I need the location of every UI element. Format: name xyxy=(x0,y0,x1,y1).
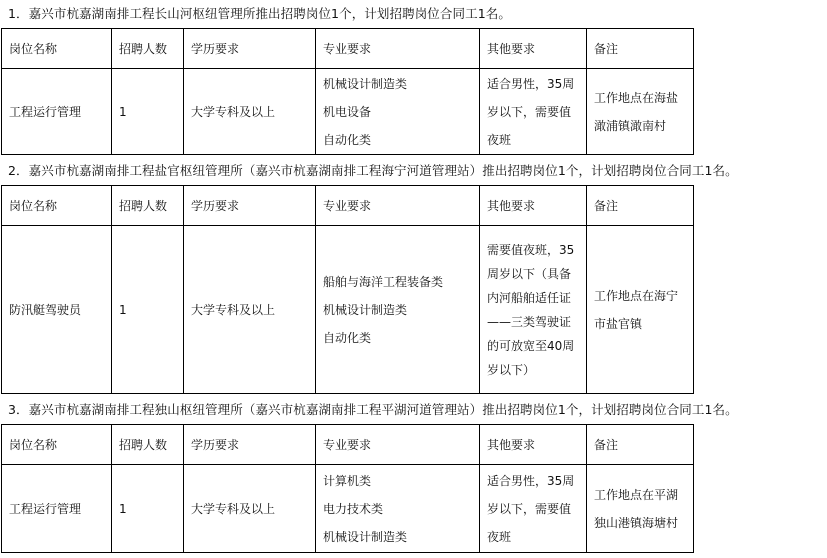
major-item: 自动化类 xyxy=(323,330,372,345)
section-3-title: 3．嘉兴市杭嘉湖南排工程独山枢纽管理所（嘉兴市杭嘉湖南排工程平湖河道管理站）推出招聘岗位1个，计划招聘岗位合同工1名。 xyxy=(8,402,738,417)
other-line: 周岁以下（具备 xyxy=(487,266,572,281)
cell-count: 1 xyxy=(112,226,184,394)
header-position: 岗位名称 xyxy=(2,425,112,465)
job-table-3 xyxy=(1,424,694,553)
other-line: 岁以下，需要值 xyxy=(487,104,572,119)
other-line: 需要值夜班，35 xyxy=(487,242,575,257)
note-line: 工作地点在海宁 xyxy=(594,288,679,303)
other-line: 岁以下，需要值 xyxy=(487,501,572,516)
cell-education: 大学专科及以上 xyxy=(184,226,316,394)
header-other: 其他要求 xyxy=(480,425,587,465)
table-header-row xyxy=(2,186,694,226)
header-other: 其他要求 xyxy=(480,29,587,69)
major-item: 机械设计制造类 xyxy=(323,529,408,544)
major-item: 自动化类 xyxy=(323,132,372,147)
major-item: 计算机类 xyxy=(323,473,372,488)
cell-position: 工程运行管理 xyxy=(2,69,112,155)
cell-majors xyxy=(316,465,480,553)
header-other: 其他要求 xyxy=(480,186,587,226)
header-count: 招聘人数 xyxy=(112,29,184,69)
other-line: ——三类驾驶证 xyxy=(487,314,572,329)
header-note: 备注 xyxy=(587,29,694,69)
job-table-2 xyxy=(1,185,694,394)
other-line: 夜班 xyxy=(487,132,512,147)
note-line: 工作地点在海盐 xyxy=(594,90,679,105)
header-note: 备注 xyxy=(587,186,694,226)
cell-other xyxy=(480,69,587,155)
table-row xyxy=(2,465,694,553)
header-major: 专业要求 xyxy=(316,186,480,226)
header-major: 专业要求 xyxy=(316,29,480,69)
header-education: 学历要求 xyxy=(184,29,316,69)
note-line: 澉浦镇澉南村 xyxy=(594,118,667,133)
other-line: 内河船舶适任证 xyxy=(487,290,572,305)
other-line: 夜班 xyxy=(487,529,512,544)
header-position: 岗位名称 xyxy=(2,186,112,226)
note-line: 工作地点在平湖 xyxy=(594,487,679,502)
table-header-row xyxy=(2,425,694,465)
other-line: 适合男性，35周 xyxy=(487,76,575,91)
header-count: 招聘人数 xyxy=(112,186,184,226)
major-item: 船舶与海洋工程装备类 xyxy=(323,274,444,289)
table-row xyxy=(2,226,694,394)
header-note: 备注 xyxy=(587,425,694,465)
cell-education: 大学专科及以上 xyxy=(184,69,316,155)
cell-other xyxy=(480,226,587,394)
major-item: 机电设备 xyxy=(323,104,372,119)
cell-position: 防汛艇驾驶员 xyxy=(2,226,112,394)
table-row xyxy=(2,69,694,155)
cell-education: 大学专科及以上 xyxy=(184,465,316,553)
cell-count: 1 xyxy=(112,69,184,155)
job-table-1 xyxy=(1,28,694,155)
header-count: 招聘人数 xyxy=(112,425,184,465)
header-position: 岗位名称 xyxy=(2,29,112,69)
header-education: 学历要求 xyxy=(184,425,316,465)
major-item: 电力技术类 xyxy=(323,501,384,516)
cell-note xyxy=(587,465,694,553)
note-line: 独山港镇海塘村 xyxy=(594,515,679,530)
other-line: 岁以下） xyxy=(487,362,536,377)
major-item: 机械设计制造类 xyxy=(323,76,408,91)
other-line: 适合男性，35周 xyxy=(487,473,575,488)
cell-position: 工程运行管理 xyxy=(2,465,112,553)
header-education: 学历要求 xyxy=(184,186,316,226)
cell-other xyxy=(480,465,587,553)
cell-majors xyxy=(316,69,480,155)
cell-note xyxy=(587,226,694,394)
note-line: 市盐官镇 xyxy=(594,316,643,331)
major-item: 机械设计制造类 xyxy=(323,302,408,317)
cell-majors xyxy=(316,226,480,394)
cell-note xyxy=(587,69,694,155)
section-2-title: 2．嘉兴市杭嘉湖南排工程盐官枢纽管理所（嘉兴市杭嘉湖南排工程海宁河道管理站）推出招聘岗位1个，计划招聘岗位合同工1名。 xyxy=(8,163,738,178)
other-line: 的可放宽至40周 xyxy=(487,338,575,353)
header-major: 专业要求 xyxy=(316,425,480,465)
cell-count: 1 xyxy=(112,465,184,553)
section-1-title: 1．嘉兴市杭嘉湖南排工程长山河枢纽管理所推出招聘岗位1个，计划招聘岗位合同工1名。 xyxy=(8,6,511,21)
table-header-row xyxy=(2,29,694,69)
